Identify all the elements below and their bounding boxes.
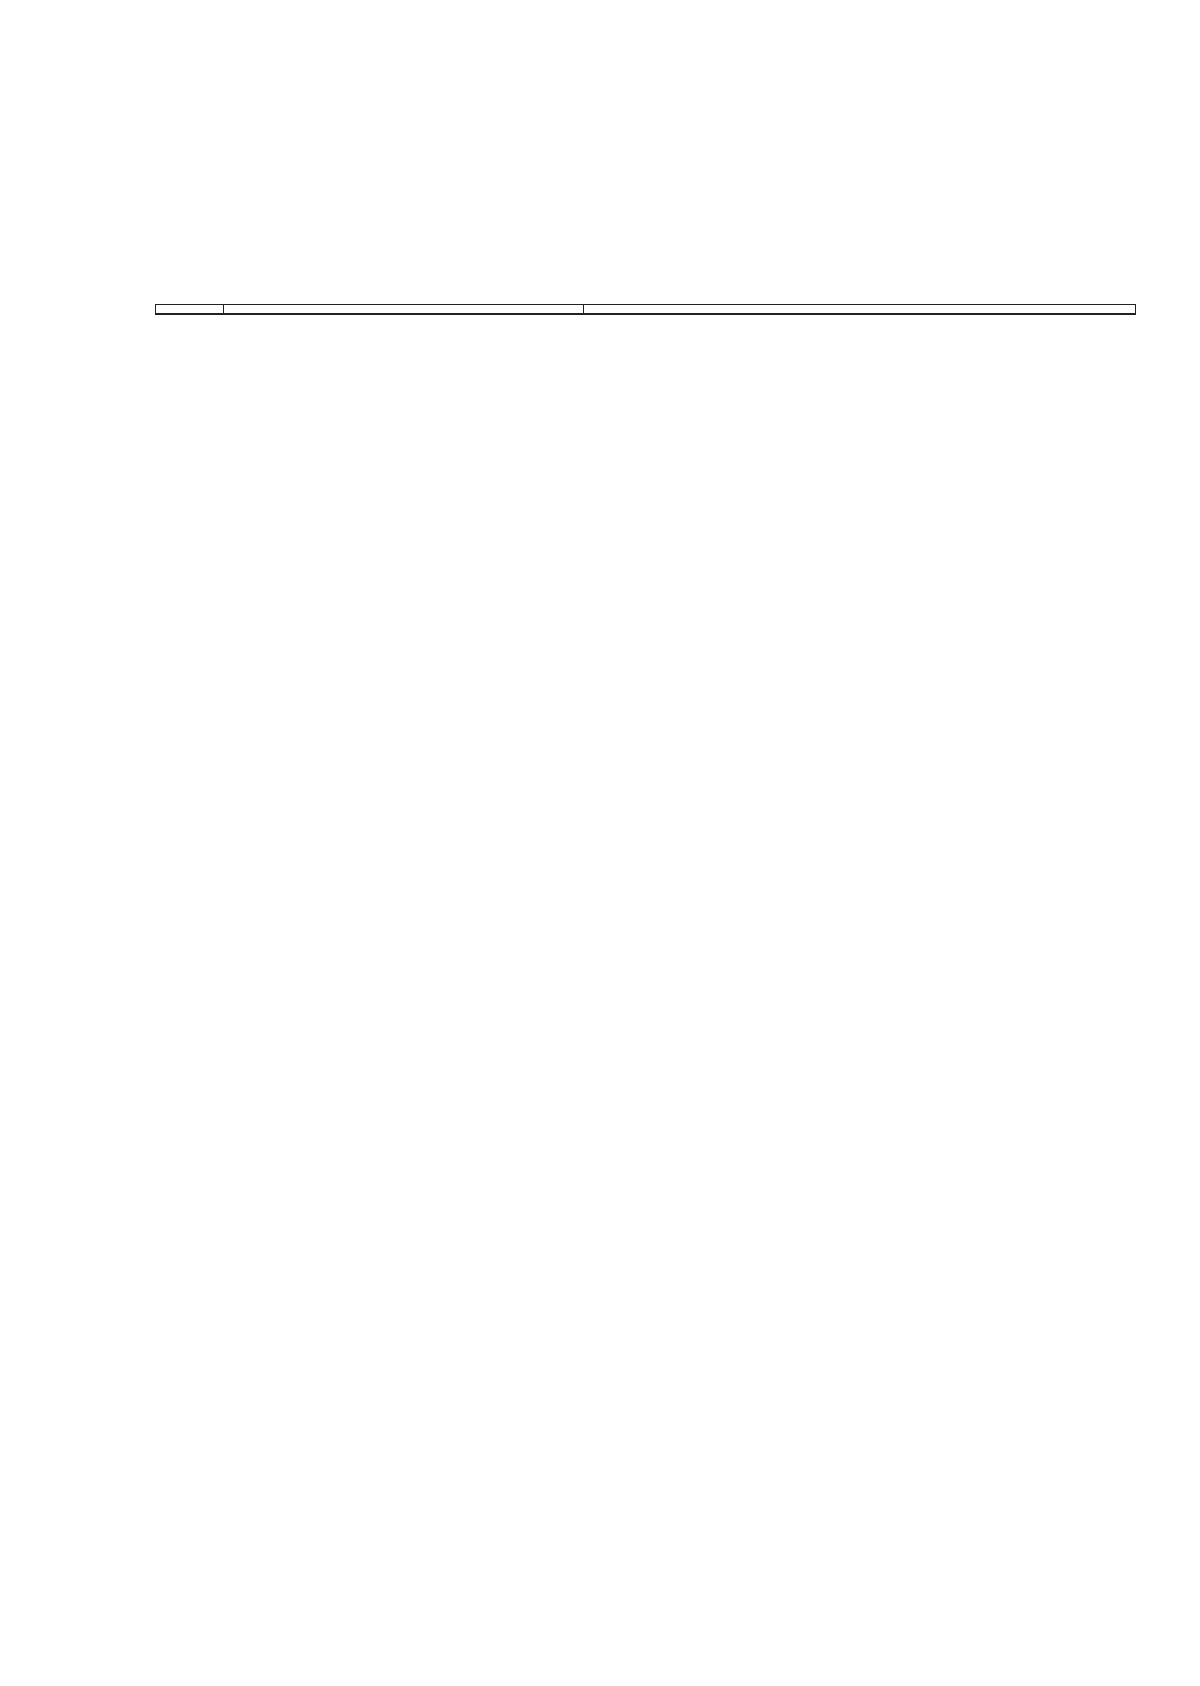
table-header-row [156, 305, 1136, 314]
index-cell [156, 314, 224, 315]
header-cell-description [584, 305, 1136, 314]
parameters-table [155, 304, 1136, 315]
header-cell-number [156, 305, 224, 314]
index-cell [584, 314, 1136, 315]
table-index-row [156, 314, 1136, 315]
index-cell [224, 314, 584, 315]
header-cell-parameter [224, 305, 584, 314]
